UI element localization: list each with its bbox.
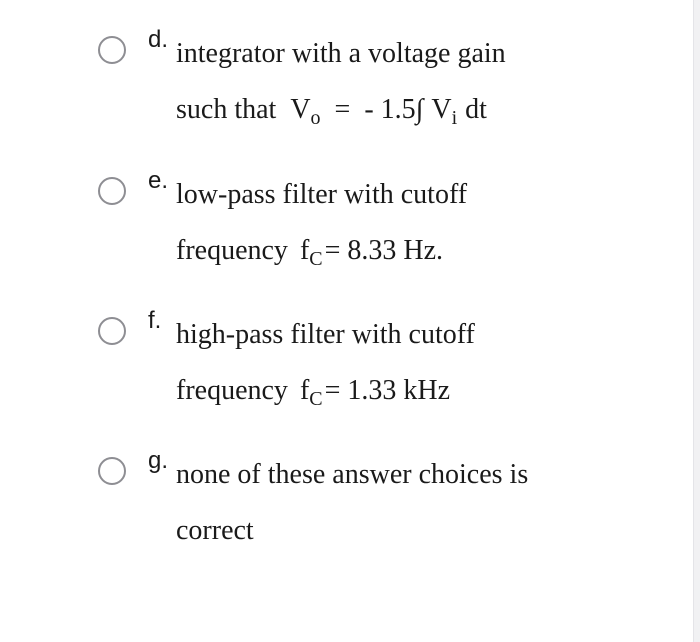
answer-option-d[interactable] bbox=[0, 26, 680, 146]
formula-prefix: such that bbox=[176, 94, 277, 125]
formula-variable: V bbox=[431, 94, 452, 125]
formula-value: = 1.33 kHz bbox=[324, 375, 451, 406]
integral-symbol: ∫ bbox=[415, 94, 424, 125]
option-text-line1: none of these answer choices is bbox=[176, 459, 529, 490]
radio-button-f[interactable] bbox=[98, 317, 126, 345]
formula-variable: V bbox=[290, 94, 311, 125]
option-text-line2 bbox=[176, 375, 451, 410]
formula-subscript: C bbox=[309, 388, 323, 410]
answer-option-g[interactable] bbox=[0, 447, 680, 567]
formula-prefix: frequency bbox=[176, 375, 288, 406]
option-letter: f. bbox=[148, 307, 162, 334]
option-text-line2 bbox=[176, 235, 444, 270]
page-edge bbox=[693, 0, 700, 642]
formula-variable: f bbox=[299, 375, 310, 406]
answer-option-e[interactable] bbox=[0, 167, 680, 287]
formula-variable: f bbox=[299, 235, 310, 266]
formula-subscript: i bbox=[451, 107, 458, 129]
option-letter: e. bbox=[148, 167, 169, 194]
option-text-line1: low-pass filter with cutoff bbox=[176, 179, 468, 210]
radio-button-d[interactable] bbox=[98, 36, 126, 64]
formula-subscript: o bbox=[310, 107, 321, 129]
formula-differential: dt bbox=[465, 94, 487, 125]
formula-prefix: frequency bbox=[176, 235, 288, 266]
formula-equals: = bbox=[334, 94, 351, 125]
answer-option-f[interactable] bbox=[0, 307, 680, 427]
option-letter: g. bbox=[148, 447, 169, 474]
radio-button-e[interactable] bbox=[98, 177, 126, 205]
option-text-line1: high-pass filter with cutoff bbox=[176, 319, 475, 350]
option-text-line2: correct bbox=[176, 515, 254, 546]
option-letter: d. bbox=[148, 26, 169, 53]
option-text-line1: integrator with a voltage gain bbox=[176, 38, 506, 69]
option-text-line2 bbox=[176, 94, 487, 129]
radio-button-g[interactable] bbox=[98, 457, 126, 485]
formula-subscript: C bbox=[309, 248, 323, 270]
formula-coefficient: - 1.5 bbox=[364, 94, 416, 125]
formula-value: = 8.33 Hz. bbox=[324, 235, 444, 266]
